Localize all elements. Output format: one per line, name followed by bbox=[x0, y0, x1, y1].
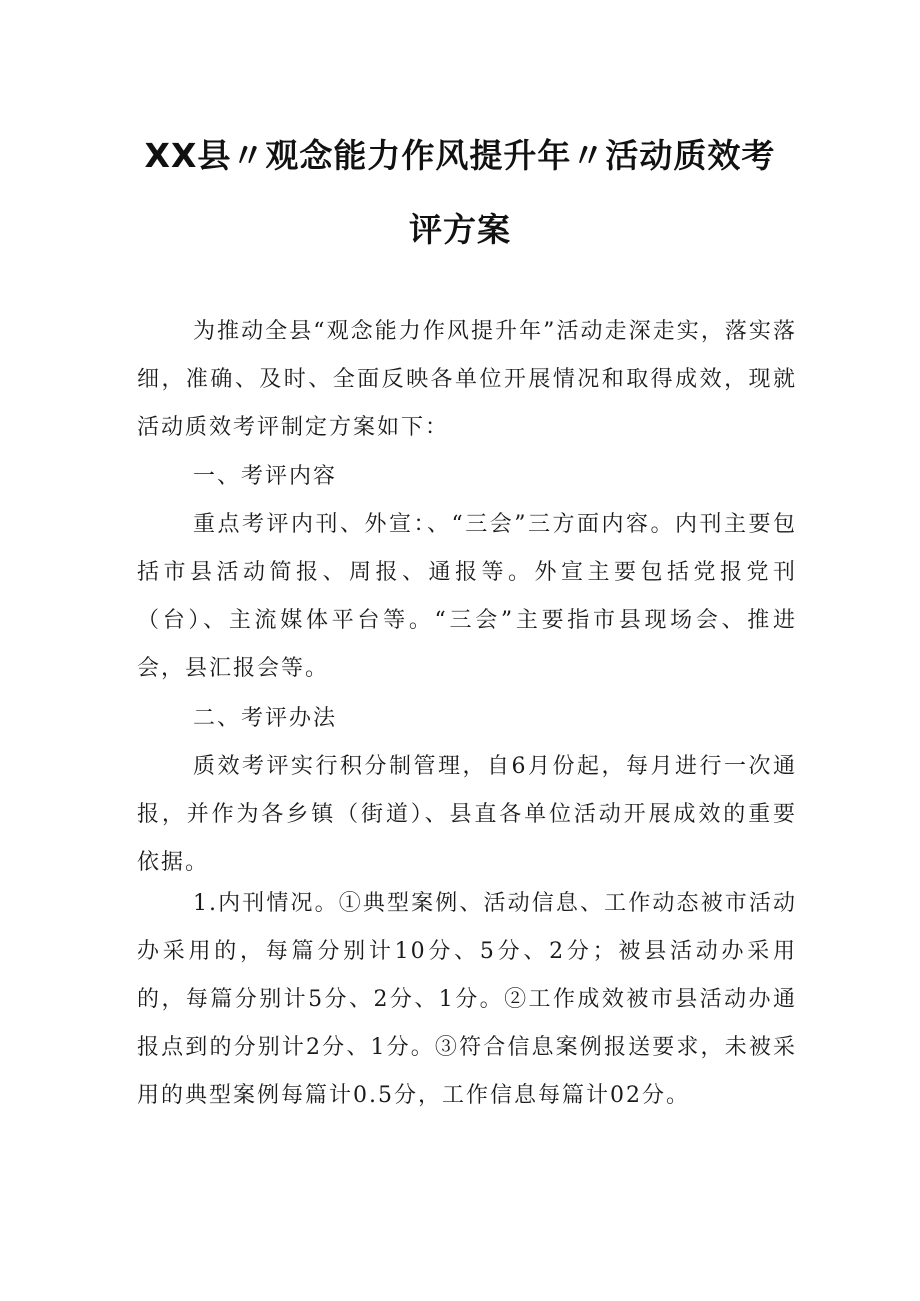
item-internal-publication: 1.内刊情况。①典型案例、活动信息、工作动态被市活动办采用的，每篇分别计10分、5分、2分；被县活动办采用的，每篇分别计5分、2分、1分。②工作成效被市县活动办通报点到的分别计2分、1分。③符合信息案例报送要求，未被采用的典型案例每篇计0.5分，工作信息每篇计02分。 bbox=[137, 891, 797, 1108]
evaluation-method-paragraph: 质效考评实行积分制管理，自6月份起，每月进行一次通报，并作为各乡镇（街道）、县直各单位活动开展成效的重要依据。 bbox=[137, 754, 797, 875]
document-title-line-1: XX县〃观念能力作风提升年〃活动质效考 bbox=[144, 136, 776, 175]
section-heading-evaluation-content: 一、考评内容 bbox=[193, 464, 338, 489]
evaluation-content-paragraph: 重点考评内刊、外宣：、“三会”三方面内容。内刊主要包括市县活动简报、周报、通报等。外宣主要包括党报党刊（台）、主流媒体平台等。“三会”主要指市县现场会、推进会，县汇报会等。 bbox=[137, 512, 797, 681]
intro-paragraph: 为推动全县“观念能力作风提升年”活动走深走实，落实落细，准确、及时、全面反映各单位开展情况和取得成效，现就活动质效考评制定方案如下： bbox=[137, 319, 797, 440]
document-title-line-2: 评方案 bbox=[409, 210, 511, 249]
section-heading-evaluation-method: 二、考评办法 bbox=[193, 706, 338, 731]
